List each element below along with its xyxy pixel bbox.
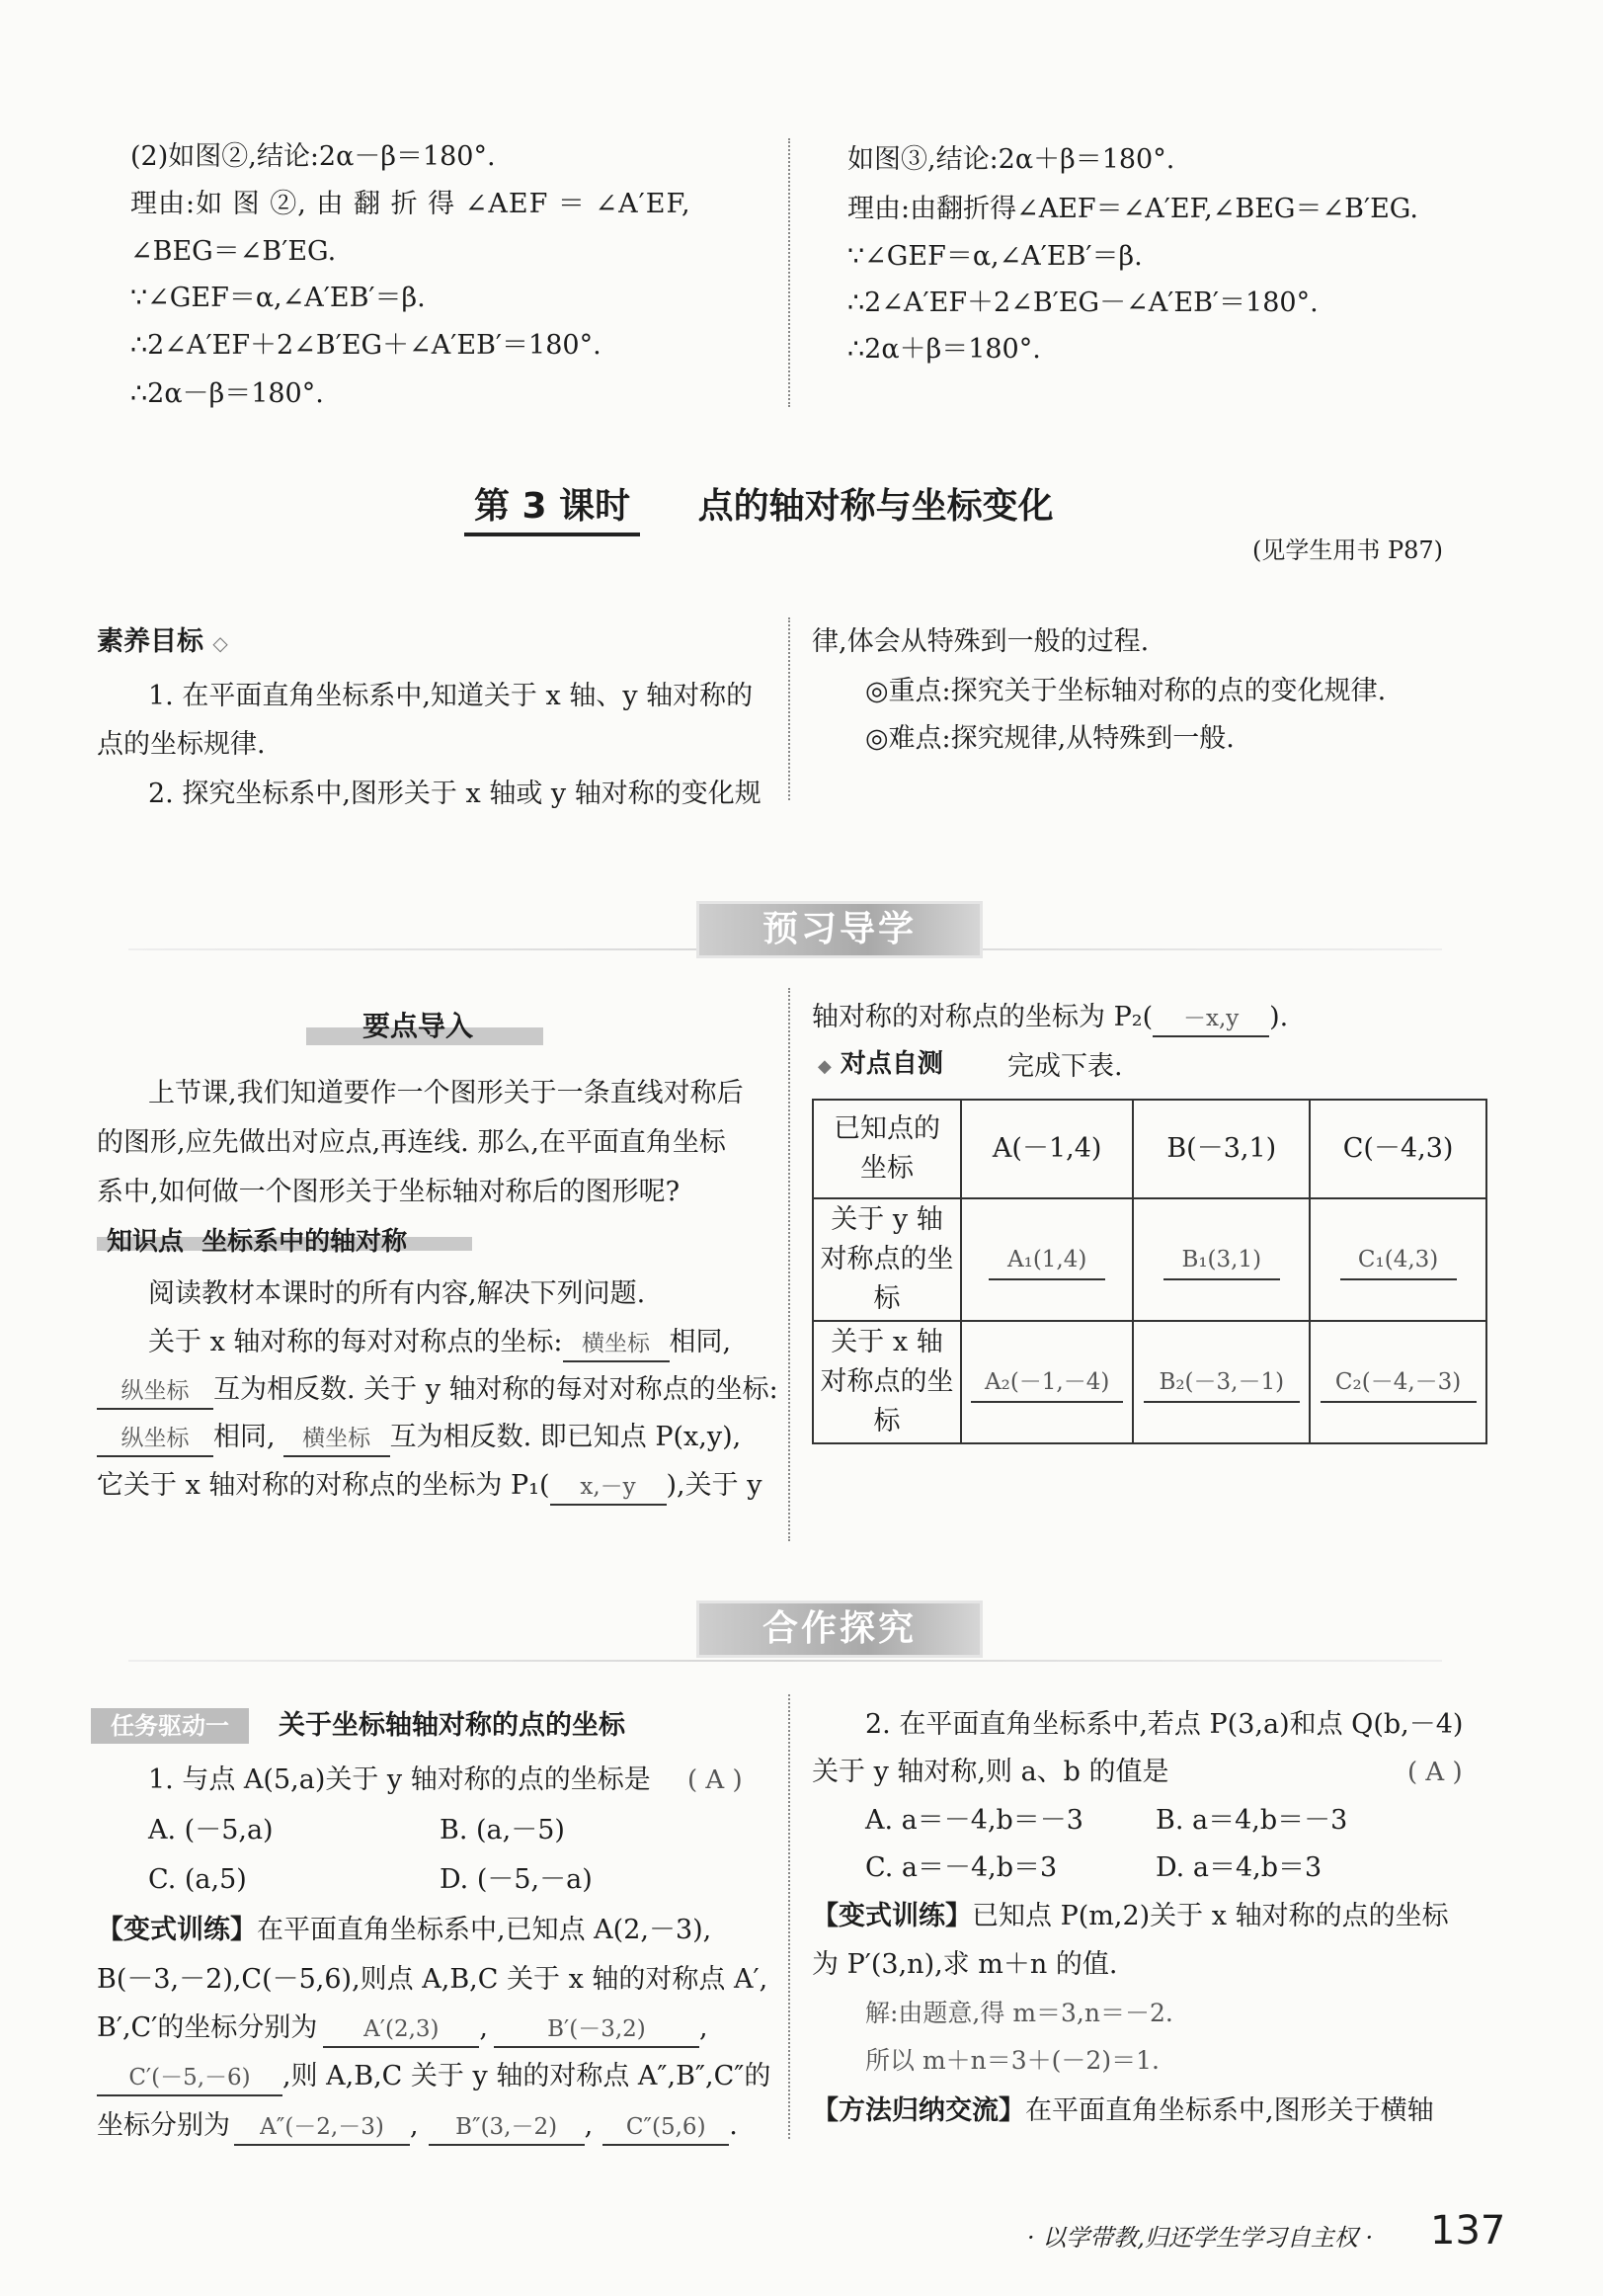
solution-line: ∴2∠A′EF＋2∠B′EG－∠A′EB′＝180°. xyxy=(847,287,1319,318)
goal-line: 2. 探究坐标系中,图形关于 x 轴或 y 轴对称的变化规 xyxy=(148,779,761,809)
variant-line: C′(－5,－6) ,则 A,B,C 关于 y 轴的对称点 A″,B″,C″的 xyxy=(97,2060,770,2096)
task-title: 关于坐标轴轴对称的点的坐标 xyxy=(279,1710,625,1741)
option-c: C. a＝－4,b＝3 xyxy=(865,1852,1058,1883)
table-header: A(－1,4) xyxy=(961,1100,1133,1198)
option-b: B. (a,－5) xyxy=(440,1815,565,1845)
knowledge-heading: 知识点 坐标系中的轴对称 xyxy=(107,1227,408,1257)
question-answer: ( A ) xyxy=(1407,1758,1463,1787)
goals-heading: 素养目标 ◇ xyxy=(97,626,228,657)
lesson-label: 第 3 课时 xyxy=(464,481,640,536)
variant-line: B(－3,－2),C(－5,6),则点 A,B,C 关于 x 轴的对称点 A′, xyxy=(97,1964,768,1995)
variant-line: 为 P′(3,n),求 m＋n 的值. xyxy=(812,1949,1118,1980)
table-cell: B₂(－3,－1) xyxy=(1133,1321,1310,1443)
solution-line: (2)如图②,结论:2α－β＝180°. xyxy=(130,141,496,172)
question-answer: ( A ) xyxy=(687,1765,743,1795)
table-header: C(－4,3) xyxy=(1310,1100,1486,1198)
question-stem: 2. 在平面直角坐标系中,若点 P(3,a)和点 Q(b,－4) xyxy=(865,1709,1464,1740)
section-banner-preview: 预习导学 xyxy=(696,901,983,958)
question-stem: 1. 与点 A(5,a)关于 y 轴对称的点的坐标是 xyxy=(148,1764,651,1795)
knowledge-line: 关于 x 轴对称的每对对称点的坐标: 横坐标 相同, xyxy=(148,1326,731,1362)
table-cell: C₁(4,3) xyxy=(1310,1198,1486,1321)
table-cell: A₁(1,4) xyxy=(961,1198,1133,1321)
solution-line: ∴2α＋β＝180°. xyxy=(847,334,1041,365)
goal-line: ◎难点:探究规律,从特殊到一般. xyxy=(865,723,1235,754)
answer-blank: －x,y xyxy=(1153,1002,1269,1037)
lesson-title xyxy=(464,481,1054,533)
goal-line: ◎重点:探究关于坐标轴对称的点的变化规律. xyxy=(865,676,1387,706)
knowledge-line: 纵坐标 相同, 横坐标 互为相反数. 即已知点 P(x,y), xyxy=(97,1421,741,1457)
intro-line: 系中,如何做一个图形关于坐标轴对称后的图形呢? xyxy=(97,1177,681,1207)
table-cell: A₂(－1,－4) xyxy=(961,1321,1133,1443)
answer-blank: 纵坐标 xyxy=(97,1374,213,1410)
knowledge-line: 它关于 x 轴对称的对称点的坐标为 P₁( x,－y ),关于 y xyxy=(97,1469,761,1506)
answer-blank: B″(3,－2) xyxy=(429,2110,585,2146)
solution-line: 如图③,结论:2α＋β＝180°. xyxy=(847,144,1175,175)
intro-line: 上节课,我们知道要作一个图形关于一条直线对称后 xyxy=(148,1078,744,1108)
solution-line: 理由:由翻折得∠AEF＝∠A′EF,∠BEG＝∠B′EG. xyxy=(847,194,1418,224)
table-row-label: 关于 x 轴对称点的坐标 xyxy=(813,1321,961,1443)
variant-line: 坐标分别为 A″(－2,－3) , B″(3,－2) , C″(5,6) . xyxy=(97,2109,738,2146)
answer-blank: 横坐标 xyxy=(283,1422,390,1457)
answer-blank: A″(－2,－3) xyxy=(234,2110,410,2146)
question-stem: 关于 y 轴对称,则 a、b 的值是 xyxy=(812,1757,1169,1787)
goal-line: 点的坐标规律. xyxy=(97,729,266,760)
method-line: 【方法归纳交流】在平面直角坐标系中,图形关于横轴 xyxy=(812,2095,1434,2126)
variant-line: B′,C′的坐标分别为 A′(2,3) , B′(－3,2) , xyxy=(97,2011,708,2048)
intro-line: 的图形,应先做出对应点,再连线. 那么,在平面直角坐标 xyxy=(97,1127,726,1158)
table-header: B(－3,1) xyxy=(1133,1100,1310,1198)
answer-blank: C′(－5,－6) xyxy=(97,2061,282,2096)
answer-blank: A′(2,3) xyxy=(323,2012,479,2048)
solution-line: ∵∠GEF＝α,∠A′EB′＝β. xyxy=(130,283,426,313)
answer-blank: 纵坐标 xyxy=(97,1422,213,1457)
lesson-name: 点的轴对称与坐标变化 xyxy=(697,486,1054,527)
answer-blank: x,－y xyxy=(550,1470,667,1506)
option-b: B. a＝4,b＝－3 xyxy=(1156,1805,1348,1836)
option-d: D. a＝4,b＝3 xyxy=(1156,1852,1322,1883)
symmetry-table xyxy=(812,1099,1487,1444)
knowledge-line: 纵坐标 互为相反数. 关于 y 轴对称的每对对称点的坐标: xyxy=(97,1373,778,1410)
option-a: A. a＝－4,b＝－3 xyxy=(865,1805,1083,1836)
knowledge-line: 轴对称的对称点的坐标为 P₂( －x,y ). xyxy=(812,1001,1288,1037)
self-test-instruction: 完成下表. xyxy=(1007,1051,1123,1082)
table-header: 已知点的坐标 xyxy=(813,1100,961,1198)
table-cell: C₂(－4,－3) xyxy=(1310,1321,1486,1443)
yaodian-heading: 要点导入 xyxy=(362,1010,474,1042)
solution-line: 理由:如 图 ②, 由 翻 折 得 ∠AEF ＝ ∠A′EF, xyxy=(130,189,691,219)
variant-line: 【变式训练】已知点 P(m,2)关于 x 轴对称的点的坐标 xyxy=(812,1901,1449,1931)
lesson-reference: (见学生用书 P87) xyxy=(1252,536,1444,564)
diamond-arrow-icon: ◇ xyxy=(212,631,228,655)
diamond-icon: ◆ xyxy=(818,1056,832,1077)
solution-line: 解:由题意,得 m＝3,n＝－2. xyxy=(865,1999,1173,2027)
goal-line: 1. 在平面直角坐标系中,知道关于 x 轴、y 轴对称的 xyxy=(148,681,754,711)
solution-line: 所以 m＋n＝3＋(－2)＝1. xyxy=(865,2046,1160,2075)
option-d: D. (－5,－a) xyxy=(440,1864,593,1895)
variant-line: 【变式训练】在平面直角坐标系中,已知点 A(2,－3), xyxy=(97,1915,712,1945)
self-test-tag: ◆ 对点自测 xyxy=(818,1049,943,1079)
table-row-label: 关于 y 轴对称点的坐标 xyxy=(813,1198,961,1321)
section-banner-explore: 合作探究 xyxy=(696,1600,983,1658)
solution-line: ∴2∠A′EF＋2∠B′EG＋∠A′EB′＝180°. xyxy=(130,330,601,361)
footer-motto: · 以学带教,归还学生学习自主权 · xyxy=(1027,2224,1374,2252)
goal-line: 律,体会从特殊到一般的过程. xyxy=(812,626,1150,657)
page-number: 137 xyxy=(1430,2208,1506,2254)
answer-blank: B′(－3,2) xyxy=(494,2012,699,2048)
solution-line: ∵∠GEF＝α,∠A′EB′＝β. xyxy=(847,241,1143,272)
answer-blank: C″(5,6) xyxy=(602,2110,729,2146)
option-c: C. (a,5) xyxy=(148,1864,247,1895)
solution-line: ∴2α－β＝180°. xyxy=(130,378,324,409)
table-cell: B₁(3,1) xyxy=(1133,1198,1310,1321)
option-a: A. (－5,a) xyxy=(148,1815,274,1845)
solution-line: ∠BEG＝∠B′EG. xyxy=(130,236,337,267)
knowledge-read: 阅读教材本课时的所有内容,解决下列问题. xyxy=(148,1278,646,1309)
answer-blank: 横坐标 xyxy=(563,1327,670,1362)
task-tag: 任务驱动一 xyxy=(91,1708,249,1744)
